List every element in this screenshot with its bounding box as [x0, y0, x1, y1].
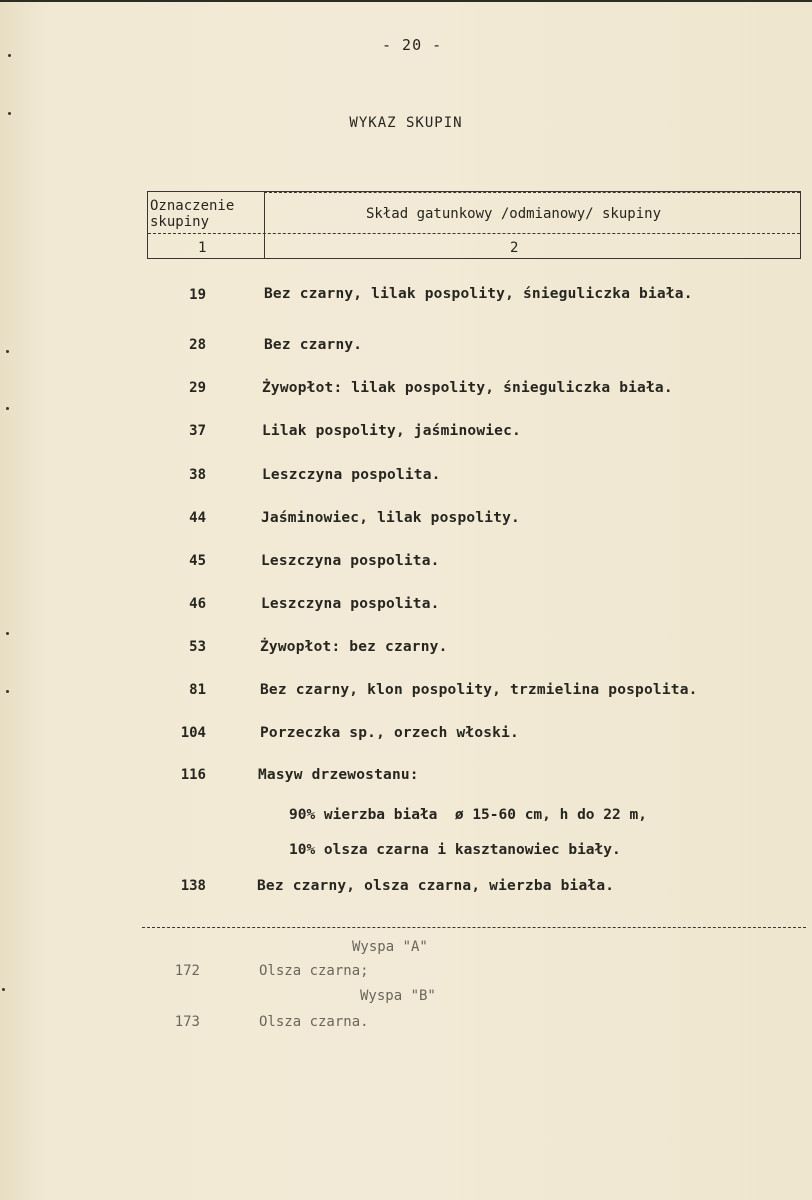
row-text: Porzeczka sp., orzech włoski.: [260, 725, 519, 741]
row-detail-line: 10% olsza czarna i kasztanowiec biały.: [289, 842, 621, 858]
row-text: Jaśminowiec, lilak pospolity.: [261, 510, 520, 526]
page-number: - 20 -: [382, 36, 443, 54]
row-id: 53: [189, 639, 206, 655]
row-id: 116: [180, 767, 206, 783]
margin-speck: [6, 690, 9, 693]
header-top-dashed-border: [264, 192, 800, 193]
row-text: Bez czarny, lilak pospolity, śnieguliczka biała.: [264, 286, 693, 302]
header-col1-label: Oznaczenie skupiny: [150, 198, 235, 230]
row-text: Żywopłot: bez czarny.: [260, 639, 448, 655]
island-row-text: Olsza czarna;: [259, 963, 369, 979]
island-title: Wyspa "B": [360, 988, 436, 1004]
island-row-id: 173: [174, 1014, 200, 1030]
top-edge-line: [0, 0, 812, 2]
margin-speck: [6, 632, 9, 635]
row-id: 104: [180, 725, 206, 741]
row-text: Bez czarny, klon pospolity, trzmielina pospolita.: [260, 682, 698, 698]
header-col2-number: 2: [510, 240, 519, 256]
header-col1-number: 1: [198, 240, 207, 256]
row-id: 46: [189, 596, 206, 612]
header-column-divider: [264, 192, 265, 258]
header-col2-label: Skład gatunkowy /odmianowy/ skupiny: [366, 206, 662, 222]
row-text: Bez czarny.: [264, 337, 363, 353]
margin-speck: [6, 350, 9, 353]
margin-speck: [6, 407, 9, 410]
header-middle-divider: [148, 233, 800, 234]
row-text: Lilak pospolity, jaśminowiec.: [262, 423, 521, 439]
row-id: 29: [189, 380, 206, 396]
section-separator: [142, 927, 806, 928]
row-text: Leszczyna pospolita.: [262, 467, 441, 483]
island-row-id: 172: [174, 963, 200, 979]
row-id: 37: [189, 423, 206, 439]
row-text: Leszczyna pospolita.: [261, 596, 440, 612]
row-id: 28: [189, 337, 206, 353]
page-title: WYKAZ SKUPIN: [349, 115, 463, 131]
island-row-text: Olsza czarna.: [259, 1014, 369, 1030]
row-text: Leszczyna pospolita.: [261, 553, 440, 569]
row-id: 44: [189, 510, 206, 526]
row-id: 138: [180, 878, 206, 894]
island-title: Wyspa "A": [352, 939, 428, 955]
margin-speck: [8, 54, 11, 57]
row-id: 45: [189, 553, 206, 569]
margin-speck: [8, 112, 11, 115]
row-id: 81: [189, 682, 206, 698]
row-id: 38: [189, 467, 206, 483]
table-header: [147, 191, 801, 259]
margin-speck: [2, 988, 5, 991]
row-text: Masyw drzewostanu:: [258, 767, 419, 783]
row-text: Bez czarny, olsza czarna, wierzba biała.: [257, 878, 615, 894]
row-text: Żywopłot: lilak pospolity, śnieguliczka biała.: [262, 380, 673, 396]
row-detail-line: 90% wierzba biała ø 15-60 cm, h do 22 m,: [289, 807, 647, 823]
row-id: 19: [189, 287, 206, 303]
